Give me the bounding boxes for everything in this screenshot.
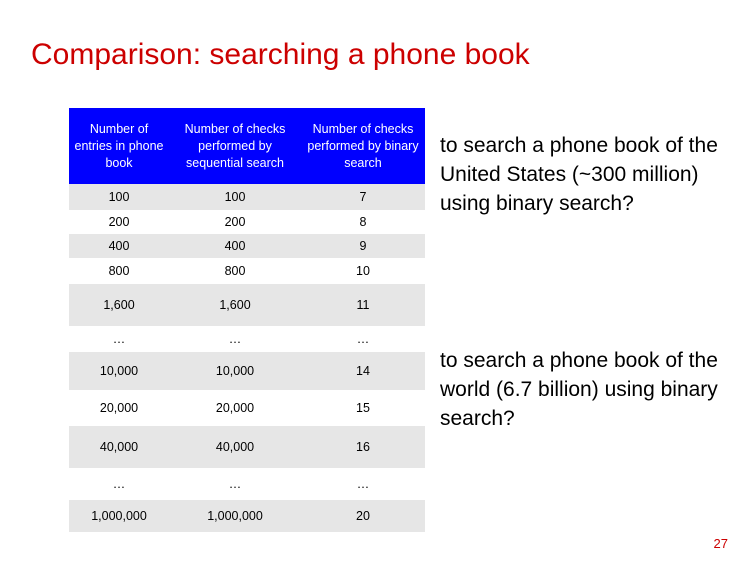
- table-cell-binary: 9: [301, 234, 425, 258]
- table-row: [69, 352, 425, 390]
- table-cell-entries: 40,000: [69, 426, 169, 468]
- table-cell-binary: 16: [301, 426, 425, 468]
- table-cell-sequential: 200: [169, 210, 301, 234]
- table-row: [69, 234, 425, 258]
- header-entries: Number of entries in phone book: [69, 108, 169, 184]
- table-cell-binary: …: [301, 468, 425, 500]
- table-cell-binary: 7: [301, 184, 425, 210]
- table-row: [69, 390, 425, 426]
- table-cell-sequential: 100: [169, 184, 301, 210]
- page-number: 27: [713, 536, 728, 551]
- table-cell-sequential: 400: [169, 234, 301, 258]
- table-cell-sequential: 1,000,000: [169, 500, 301, 532]
- question-united-states: to search a phone book of the United States (~300 million) using binary search?: [440, 134, 718, 215]
- table-row: [69, 258, 425, 284]
- table-row: [69, 184, 425, 210]
- table-cell-binary: 14: [301, 352, 425, 390]
- table-cell-sequential: 800: [169, 258, 301, 284]
- table-row: [69, 500, 425, 532]
- table-row: [69, 284, 425, 326]
- table-cell-entries: 1,000,000: [69, 500, 169, 532]
- header-sequential: Number of checks performed by sequential search: [169, 108, 301, 184]
- table-cell-sequential: …: [169, 326, 301, 352]
- table-cell-entries: 800: [69, 258, 169, 284]
- table-row: [69, 326, 425, 352]
- table-cell-binary: 10: [301, 258, 425, 284]
- question-world: to search a phone book of the world (6.7 billion) using binary search?: [440, 349, 718, 430]
- table-header-row: [69, 108, 425, 184]
- table-cell-sequential: 40,000: [169, 426, 301, 468]
- table-cell-sequential: 10,000: [169, 352, 301, 390]
- slide-title: Comparison: searching a phone book: [31, 38, 530, 71]
- table-row: [69, 210, 425, 234]
- table-row: [69, 468, 425, 500]
- table-cell-entries: 100: [69, 184, 169, 210]
- table-cell-binary: 8: [301, 210, 425, 234]
- table-cell-entries: 200: [69, 210, 169, 234]
- table-row: [69, 426, 425, 468]
- table-cell-binary: 20: [301, 500, 425, 532]
- table-cell-entries: 10,000: [69, 352, 169, 390]
- table-cell-entries: 20,000: [69, 390, 169, 426]
- table-cell-binary: 15: [301, 390, 425, 426]
- table-cell-entries: 400: [69, 234, 169, 258]
- table-cell-binary: 11: [301, 284, 425, 326]
- header-binary: Number of checks performed by binary search: [301, 108, 425, 184]
- table-cell-entries: …: [69, 326, 169, 352]
- table-cell-sequential: …: [169, 468, 301, 500]
- comparison-table: [69, 108, 425, 532]
- table-cell-entries: 1,600: [69, 284, 169, 326]
- table-cell-sequential: 1,600: [169, 284, 301, 326]
- table-cell-binary: …: [301, 326, 425, 352]
- table-cell-entries: …: [69, 468, 169, 500]
- table-cell-sequential: 20,000: [169, 390, 301, 426]
